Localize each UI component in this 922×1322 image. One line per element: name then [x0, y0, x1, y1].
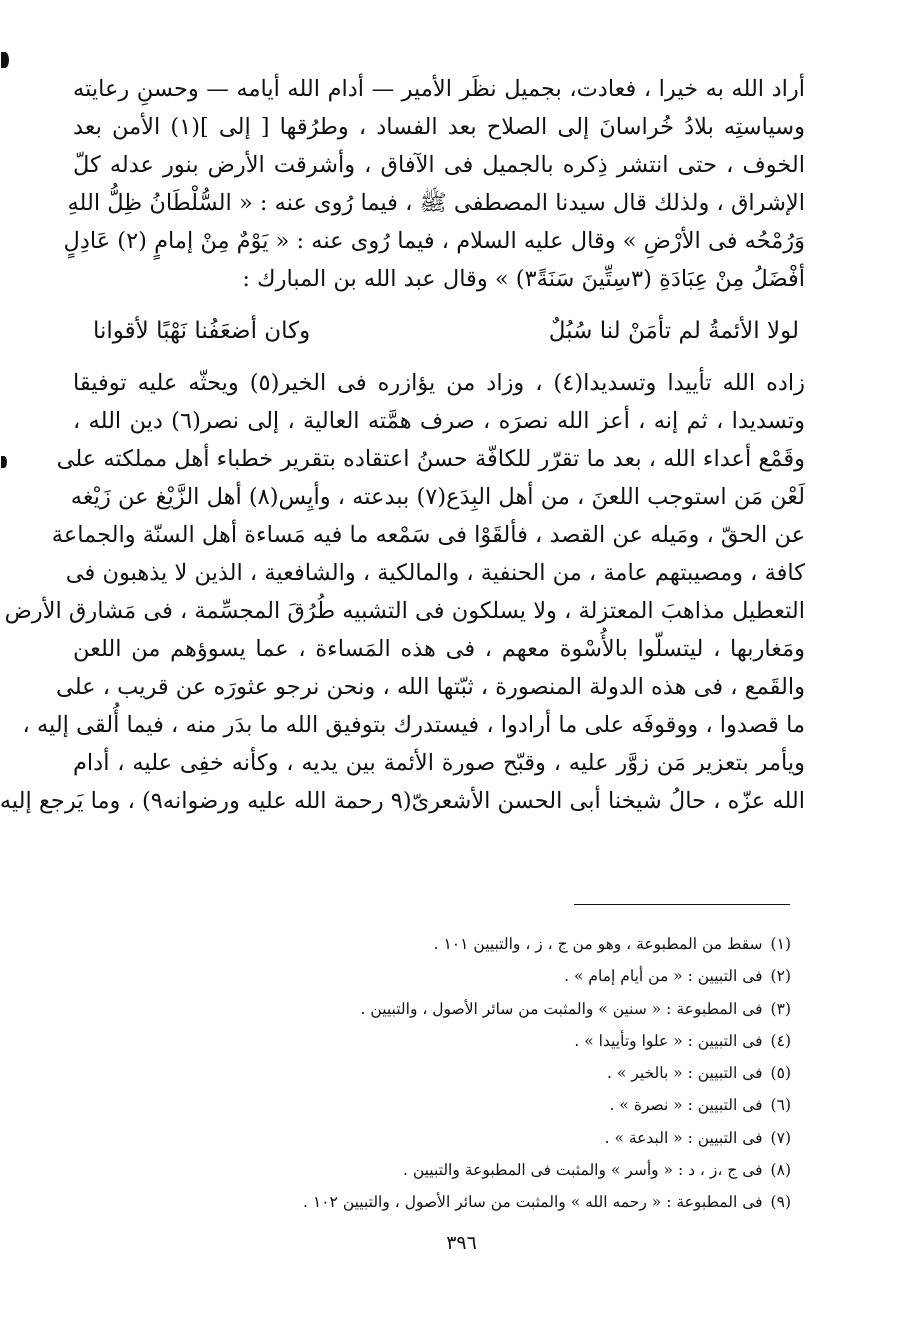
body-text-line: وسياستِه بلادُ خُراسانَ إلى الصلاح بعد الفساد ، وطرُقها [ إلى ](١) الأمن بعد [73, 114, 806, 140]
body-text-line: الخوف ، حتى انتشر ذِكره بالجميل فى الآفاق ، وأشرقت الأرض بنور عدله كلّ [73, 152, 805, 178]
footnote-number: (١) [770, 935, 791, 953]
footnote [141, 928, 791, 960]
footnote-text: سقط من المطبوعة ، وهو من ج ، ز ، والتبيين ١٠١ . [433, 935, 763, 953]
footnote-text: فى التبيين : « البدعة » . [604, 1128, 763, 1147]
footnote [141, 1186, 791, 1218]
footnote-separator [574, 904, 790, 905]
footnotes [141, 928, 791, 1219]
body-text-line: أفْضَلُ مِنْ عِبَادَةِ (٣سِتِّينَ سَنَةً٣) » وقال عبد الله بن المبارك : [242, 266, 805, 292]
body-text-line: زاده الله تأييدا وتسديدا(٤) ، وزاد من يؤازره فى الخير(٥) ويحثّه عليه توفيقا [73, 370, 806, 396]
footnote-text: فى التبيين : « علوا وتأييدا » . [574, 1031, 763, 1050]
footnote-text: فى المطبوعة : « سنين » والمثبت من سائر الأصول ، والتبيين . [360, 999, 763, 1018]
footnote-number: (٥) [770, 1064, 791, 1083]
footnote [141, 960, 791, 992]
body-text-line: لَعْن مَن استوجب اللعنَ ، من أهل البِدَع(٧) ببدعته ، وأيِس(٨) أهل الزَّيْغ عن زَيْغه [70, 484, 805, 510]
body-text-line: الإشراق ، ولذلك قال سيدنا المصطفى ﷺ ، فيما رُوى عنه : « السُّلْطَانُ ظِلُّ اللهِ [67, 190, 805, 216]
footnote-number: (٣) [770, 999, 791, 1018]
main-text [0, 70, 806, 820]
footnote-number: (٧) [770, 1128, 791, 1147]
footnote-number: (٦) [770, 1096, 791, 1115]
footnote-text: فى التبيين : « من أيام إمام » . [564, 967, 763, 986]
footnote [141, 1154, 791, 1186]
poem-verse [73, 310, 805, 352]
body-text-line: ومَغاربها ، ليتسلّوا بالأُسْوة معهم ، فى هذه المَساءة ، عما يسوؤهم من اللعن [73, 636, 805, 662]
body-text-line: كافة ، ومصيبتهم عامة ، من الحنفية ، والمالكية ، والشافعية ، الذين لا يذهبون فى [65, 560, 805, 586]
footnote [141, 1122, 791, 1154]
footnote [141, 993, 791, 1025]
footnote-text: فى المطبوعة : « رحمه الله » والمثبت من سائر الأصول ، والتبيين ١٠٢ . [303, 1193, 763, 1212]
body-text-line: التعطيل مذاهبَ المعتزلة ، ولا يسلكون فى التشبيه طُرُقَ المجسِّمة ، فى مَشارق الأرض [4, 598, 805, 624]
body-text-line: والقَمع ، فى هذه الدولة المنصورة ، ثبّتها الله ، ونحن نرجو عثورَه عن قريب ، على [55, 674, 805, 700]
body-text-line: وقَمْع أعداء الله ، بعد ما تقرّر للكافّة حسنُ اعتقاده بتقرير خطباء أهل مملكته على [56, 446, 805, 472]
footnote-number: (٨) [770, 1161, 791, 1180]
body-text-line: وَرُمْحُه فى الأرْضِ » وقال عليه السلام ، فيما رُوى عنه : « يَوْمٌ مِنْ إمامٍ (٢) عَادِلٍ [63, 228, 805, 254]
poem-second-hemistich: وكان أضعَفُنا نَهْبًا لأقوانا [93, 318, 311, 344]
footnote-number: (٤) [770, 1031, 791, 1050]
paragraph-bottom [0, 364, 806, 820]
body-text-line: وتسديدا ، ثم إنه ، أعز الله نصرَه ، صرف همَّته العالية ، إلى نصر(٦) دين الله ، [73, 408, 806, 434]
poem-first-hemistich: لولا الأئمةُ لم تأمَنْ لنا سُبُلٌ [548, 318, 799, 344]
footnote-text: فى التبيين : « بالخير » . [607, 1064, 763, 1083]
body-text-line: أراد الله به خيرا ، فعادت، بجميل نظَر الأمير — أدام الله أيامه — وحسنِ رعايته [73, 76, 805, 102]
footnote-number: (٩) [770, 1193, 791, 1212]
footnote [141, 1057, 791, 1089]
body-text-line: ويأمر بتعزير مَن زوَّر عليه ، وقبّح صورة الأئمة بين يديه ، وكأنه خفِى عليه ، أدام [73, 750, 805, 776]
margin-ink-mark [1, 456, 7, 468]
paragraph-top [63, 70, 806, 298]
body-text-line: ما قصدوا ، ووقوفَه على ما أرادوا ، فيستدرك بتوفيق الله ما بدَر منه ، فيما أُلقى إليه ، [22, 712, 805, 738]
footnote [141, 1089, 791, 1121]
body-text-line: الله عزّه ، حالُ شيخنا أبى الحسن الأشعرىّ(٩ رحمة الله عليه ورضوانه٩) ، وما يَرجع إليه [0, 788, 805, 814]
margin-ink-mark [1, 52, 9, 68]
footnote-text: فى ج ،ز ، د : « وأسر » والمثبت فى المطبوعة والتبيين . [402, 1161, 763, 1180]
page-number: ٣٩٦ [446, 1232, 477, 1254]
body-text-line: عن الحقّ ، ومَيله عن القصد ، فألقَوْا فى سَمْعه ما فيه مَساءة أهل السنّة والجماعة [51, 522, 805, 548]
footnote-number: (٢) [770, 967, 791, 986]
footnote-text: فى التبيين : « نصرة » . [609, 1096, 763, 1115]
footnote [141, 1025, 791, 1057]
